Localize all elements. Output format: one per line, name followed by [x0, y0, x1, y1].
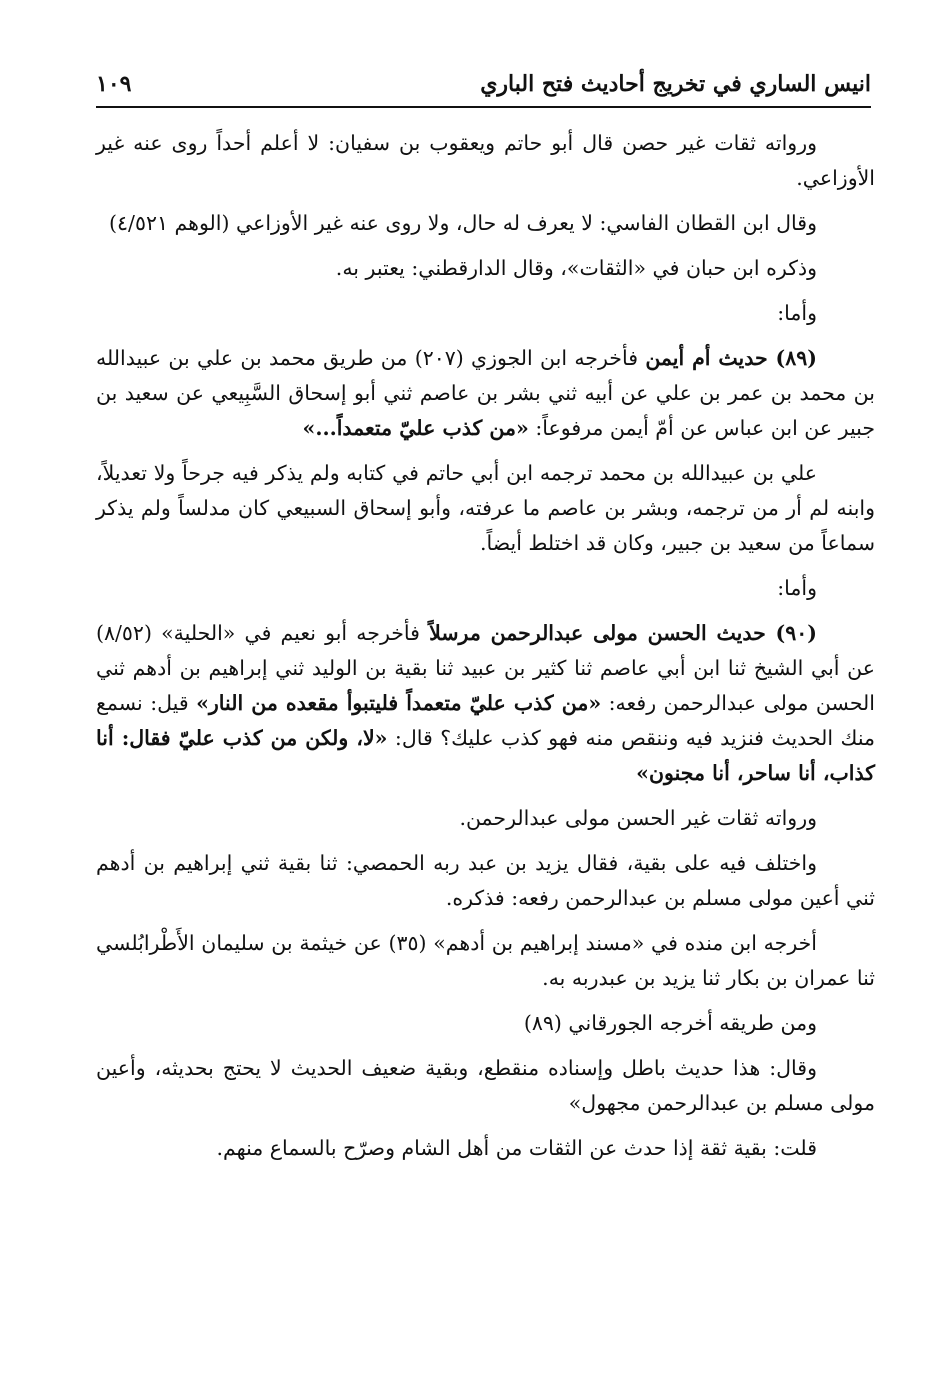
paragraph: أخرجه ابن منده في «مسند إبراهيم بن أدهم» (٣٥) عن خيثمة بن سليمان الأَطْرابُلسي ثنا عمران بن بكار ثنا يزيد بن عبدربه به. [96, 931, 875, 990]
page-header [96, 62, 871, 108]
paragraph: ورواته ثقات غير حصن قال أبو حاتم ويعقوب بن سفيان: لا أعلم أحداً روى عنه غير الأوزاعي. [96, 131, 875, 190]
hadith-89-text: فأخرجه ابن الجوزي (٢٠٧) من طريق محمد بن علي بن عبيدالله بن محمد بن عمر بن علي عن أبيه ثني بشر بن عاصم ثني أبو إسحاق السَّبِيعي عن سعيد بن جبير عن ابن عباس عن أمّ أيمن مرفوعاً: [96, 346, 875, 440]
page-body [96, 126, 875, 1176]
hadith-90-text-2: قيل: نسمع منك الحديث فنزيد فيه وننقص منه فهو كذب عليك؟ قال: [96, 691, 875, 750]
page-number: ١٠٩ [96, 71, 132, 97]
hadith-90-text: فأخرجه أبو نعيم في «الحلية» (٨/٥٢) عن أبي الشيخ ثنا ابن أبي عاصم ثنا كثير بن عبيد ثنا بقية بن الوليد ثني إبراهيم بن أدهم ثني الحسن مولى عبدالرحمن رفعه: [96, 621, 875, 715]
hadith-89-heading: (٨٩) حديث أم أيمن [645, 346, 817, 370]
paragraph: وذكره ابن حبان في «الثقات»، وقال الدارقطني: يعتبر به. [335, 256, 817, 280]
hadith-90-quote: «من كذب عليّ متعمداً فليتبوأ مقعده من النار» [196, 691, 602, 715]
hadith-90-paragraph [96, 616, 875, 791]
paragraph: وقال ابن القطان الفاسي: لا يعرف له حال، ولا روى عنه غير الأوزاعي (الوهم ٤/٥٢١) [109, 211, 817, 235]
paragraph: وأما: [777, 301, 817, 325]
paragraph: وقال: هذا حديث باطل وإسناده منقطع، وبقية ضعيف الحديث لا يحتج بحديثه، وأعين مولى مسلم بن عبدالرحمن مجهول» [96, 1056, 875, 1115]
hadith-90-heading: (٩٠) حديث الحسن مولى عبدالرحمن مرسلاً [429, 621, 817, 645]
paragraph: واختلف فيه على بقية، فقال يزيد بن عبد ربه الحمصي: ثنا بقية ثني إبراهيم بن أدهم ثني أعين مولى مسلم بن عبدالرحمن رفعه: فذكره. [96, 851, 875, 910]
paragraph: قلت: بقية ثقة إذا حدث عن الثقات من أهل الشام وصرّح بالسماع منهم. [216, 1136, 817, 1160]
hadith-90-quote-2: «لا، ولكن من كذب عليّ فقال: أنا كذاب، أنا ساحر، أنا مجنون» [96, 726, 875, 785]
paragraph: وأما: [777, 576, 817, 600]
hadith-89-quote: «من كذب عليّ متعمداً...» [302, 416, 529, 440]
paragraph: ومن طريقه أخرجه الجورقاني (٨٩) [523, 1011, 817, 1035]
paragraph: علي بن عبيدالله بن محمد ترجمه ابن أبي حاتم في كتابه ولم يذكر فيه جرحاً ولا تعديلاً، وابنه لم أر من ترجمه، وبشر بن عاصم ما عرفته، وأبو إسحاق السبيعي كان مدلساً ولم يذكر سماعاً من سعيد بن جبير، وكان قد اختلط أيضاً. [96, 461, 875, 555]
book-title: انيس الساري في تخريج أحاديث فتح الباري [480, 71, 871, 97]
paragraph: ورواته ثقات غير الحسن مولى عبدالرحمن. [459, 806, 817, 830]
hadith-89-paragraph [96, 341, 875, 446]
